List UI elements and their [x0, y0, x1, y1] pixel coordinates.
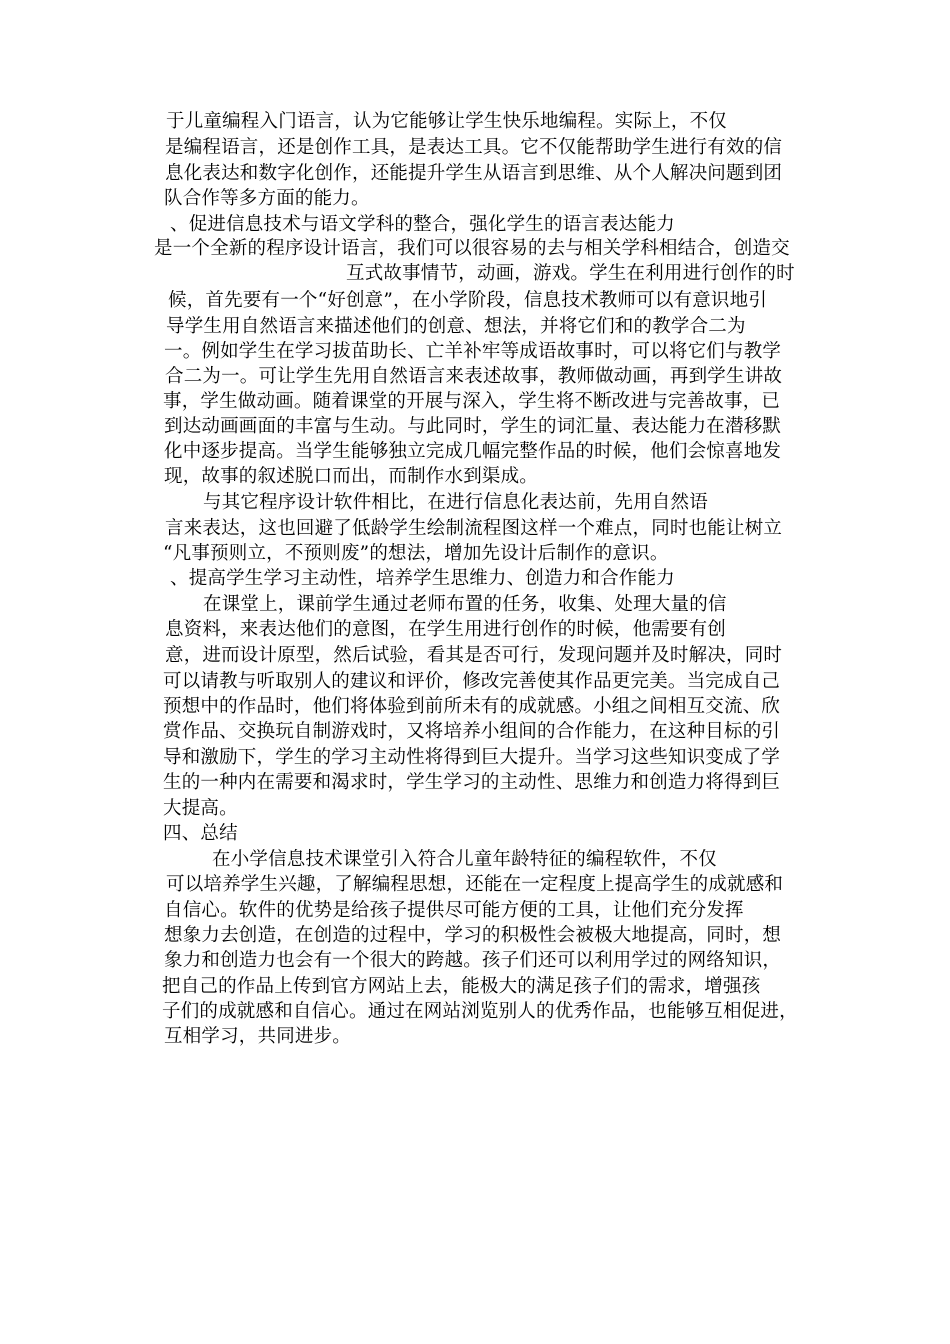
text-line: 候，首先要有一个“好创意”，在小学阶段，信息技术教师可以有意识地引	[168, 290, 768, 311]
text-line: 象力和创造力也会有一个很大的跨越。孩子们还可以利用学过的网络知识，	[164, 950, 782, 971]
text-line: 化中逐步提高。当学生能够独立完成几幅完整作品的时候，他们会惊喜地发	[164, 441, 782, 462]
text-line: 事，学生做动画。随着课堂的开展与深入，学生将不断改进与完善故事，已	[163, 391, 781, 412]
text-line: 现，故事的叙述脱口而出，而制作水到渠成。	[164, 466, 539, 487]
text-line: 可以请教与听取别人的建议和评价，修改完善使其作品更完美。当完成自己	[163, 671, 781, 692]
section-heading: 四、总结	[163, 823, 238, 844]
text-line: 是编程语言，还是创作工具，是表达工具。它不仅能帮助学生进行有效的信	[165, 137, 783, 158]
text-line: 赏作品、交换玩自制游戏时，又将培养小组间的合作能力，在这种目标的引	[163, 721, 781, 742]
text-line: 把自己的作品上传到官方网站上去，能极大的满足孩子们的需求，增强孩	[162, 976, 761, 997]
text-line: 互式故事情节，动画，游戏。学生在利用进行创作的时	[346, 263, 795, 284]
text-line: “凡事预则立，不预则废”的想法，增加先设计后制作的意识。	[163, 543, 669, 564]
text-line: 言来表达，这也回避了低龄学生绘制流程图这样一个难点，同时也能让树立	[165, 518, 783, 539]
text-line: 是一个全新的程序设计语言，我们可以很容易的去与相关学科相结合，创造交	[154, 238, 790, 259]
text-line: 于儿童编程入门语言，认为它能够让学生快乐地编程。实际上，不仅	[166, 111, 728, 132]
text-line: 大提高。	[163, 798, 238, 819]
text-line: 合二为一。可让学生先用自然语言来表述故事，教师做动画，再到学生讲故	[165, 366, 783, 387]
text-line: 想象力去创造，在创造的过程中，学习的积极性会被极大地提高，同时，想	[164, 925, 782, 946]
text-line: 互相学习，共同进步。	[164, 1026, 352, 1047]
text-line: 在小学信息技术课堂引入符合儿童年龄特征的编程软件，不仅	[212, 849, 717, 870]
text-line: 息资料，来表达他们的意图，在学生用进行创作的时候，他需要有创	[165, 619, 727, 640]
text-line: 自信心。软件的优势是给孩子提供尽可能方便的工具，让他们充分发挥	[164, 900, 744, 921]
text-line: 子们的成就感和自信心。通过在网站浏览别人的优秀作品，也能够互相促进，	[162, 1001, 798, 1022]
text-line: 导和激励下，学生的学习主动性将得到巨大提升。当学习这些知识变成了学	[163, 747, 781, 768]
text-line: 队合作等多方面的能力。	[164, 188, 370, 209]
text-line: 生的一种内在需要和渴求时，学生学习的主动性、思维力和创造力将得到巨	[163, 772, 781, 793]
text-line: 可以培养学生兴趣，了解编程思想，还能在一定程度上提高学生的成就感和	[166, 874, 784, 895]
section-heading: 、促进信息技术与语文学科的整合，强化学生的语言表达能力	[170, 214, 675, 235]
text-line: 预想中的作品时，他们将体验到前所未有的成就感。小组之间相互交流、欣	[163, 696, 781, 717]
section-heading: 、提高学生学习主动性，培养学生思维力、创造力和合作能力	[170, 568, 675, 589]
text-line: 导学生用自然语言来描述他们的创意、想法，并将它们和的教学合二为	[166, 316, 746, 337]
text-line: 在课堂上，课前学生通过老师布置的任务，收集、处理大量的信	[203, 594, 727, 615]
text-line: 到达动画画面的丰富与生动。与此同时，学生的词汇量、表达能力在潜移默	[164, 416, 782, 437]
text-line: 意，进而设计原型，然后试验，看其是否可行，发现问题并及时解决，同时	[165, 645, 783, 666]
text-line: 一。例如学生在学习拔苗助长、亡羊补牢等成语故事时，可以将它们与教学	[164, 341, 782, 362]
text-line: 与其它程序设计软件相比，在进行信息化表达前，先用自然语	[203, 492, 708, 513]
text-line: 息化表达和数字化创作，还能提升学生从语言到思维、从个人解决问题到团	[165, 163, 783, 184]
